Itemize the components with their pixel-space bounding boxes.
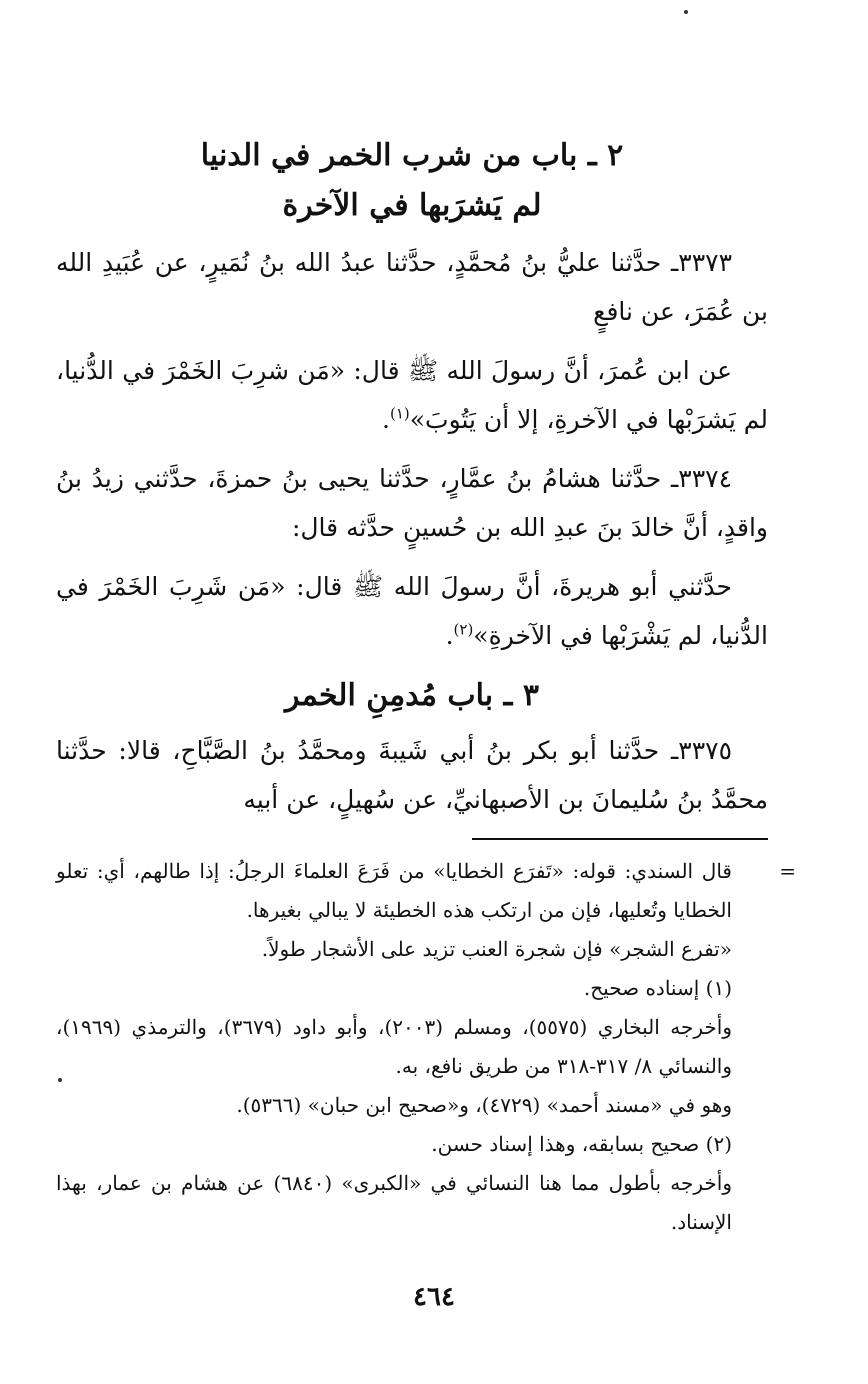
footnote-ref-2: (٢)	[453, 620, 474, 639]
continuation-mark: =	[779, 859, 796, 883]
footnotes	[56, 852, 796, 1242]
footnote-1: (١) إسناده صحيح.	[583, 976, 732, 1000]
footnote-separator	[472, 838, 768, 840]
chapter-2-subheading: لم يَشرَبها في الآخرة	[282, 188, 542, 223]
footnote-ref-1: (١)	[389, 404, 410, 423]
footnote-text: قال السندي: قوله: «تَفرَع الخطايا» من فَرَعَ العلماءَ الرجلُ: إذا طالهم، أي: تعلو الخطايا وتُعليها، فإن من ارتكب هذه الخطيئة لا يبالي بغيرها.	[56, 859, 732, 922]
hadith-3373-text: عن ابن عُمرَ، أنَّ رسولَ الله ﷺ قال: «مَن شرِبَ الخَمْرَ في الدُّنيا، لم يَشرَبْها في الآخرةِ، إلا أن يَتُوبَ»	[56, 356, 768, 434]
hadith-3374-matn: حدَّثني أبو هريرةَ، أنَّ رسولَ الله ﷺ قال: «مَن شَرِبَ الخَمْرَ في الدُّنيا، لم يَشْرَبْها في الآخرةِ»$^{(٢)}$.	[56, 572, 768, 650]
hadith-3373-isnad: ٣٣٧٣ـ حدَّثنا عليُّ بنُ مُحمَّدٍ، حدَّثنا عبدُ الله بنُ نُمَيرٍ، عن عُبَيدِ الله بن عُمَرَ، عن نافعٍ	[56, 248, 768, 326]
hadith-3375-isnad: ٣٣٧٥ـ حدَّثنا أبو بكر بنُ أبي شَيبةَ ومحمَّدُ بنُ الصَّبَّاحِ، قالا: حدَّثنا محمَّدُ بنُ سُليمانَ بن الأصبهانيِّ، عن سُهيلٍ، عن أبيه	[56, 736, 768, 814]
chapter-2-heading: ٢ ـ باب من شرب الخمر في الدنيا	[200, 138, 624, 173]
scan-speck	[684, 10, 688, 14]
footnote-continuation	[56, 852, 796, 930]
footnote-2-takhrij: وأخرجه بأطول مما هنا النسائي في «الكبرى» (٦٨٤٠) عن هشام بن عمار، بهذا الإسناد.	[56, 1171, 732, 1234]
footnote-line: «تفرع الشجر» فإن شجرة العنب تزيد على الأشجار طولاً.	[261, 937, 732, 961]
footnote-1-takhrij: وأخرجه البخاري (٥٥٧٥)، ومسلم (٢٠٠٣)، وأبو داود (٣٦٧٩)، والترمذي (١٩٦٩)، والنسائي ٨/ ٣١٧-٣١٨ من طريق نافع، به.	[56, 1015, 732, 1078]
hadith-3374-isnad: ٣٣٧٤ـ حدَّثنا هشامُ بنُ عمَّارٍ، حدَّثنا يحيى بنُ حمزةَ، حدَّثني زيدُ بنُ واقدٍ، أنَّ خالدَ بنَ عبدِ الله بن حُسينٍ حدَّثه قال:	[56, 464, 768, 542]
page-body	[56, 130, 796, 1242]
page-number: ٤٦٤	[413, 1282, 455, 1312]
footnote-2: (٢) صحيح بسابقه، وهذا إسناد حسن.	[431, 1132, 732, 1156]
chapter-3-heading: ٣ ـ باب مُدمِنِ الخمر	[285, 678, 539, 713]
footnote-1-sources: وهو في «مسند أحمد» (٤٧٢٩)، و«صحيح ابن حبان» (٥٣٦٦).	[236, 1093, 732, 1117]
footnote-separator-wrap	[56, 838, 768, 840]
hadith-3373-matn: عن ابن عُمرَ، أنَّ رسولَ الله ﷺ قال: «مَن شرِبَ الخَمْرَ في الدُّنيا، لم يَشرَبْها في الآخرةِ، إلا أن يَتُوبَ»$^{(١)}$.	[56, 356, 768, 434]
hadith-3374-text: حدَّثني أبو هريرةَ، أنَّ رسولَ الله ﷺ قال: «مَن شَرِبَ الخَمْرَ في الدُّنيا، لم يَشْرَبْها في الآخرةِ»	[56, 572, 768, 650]
